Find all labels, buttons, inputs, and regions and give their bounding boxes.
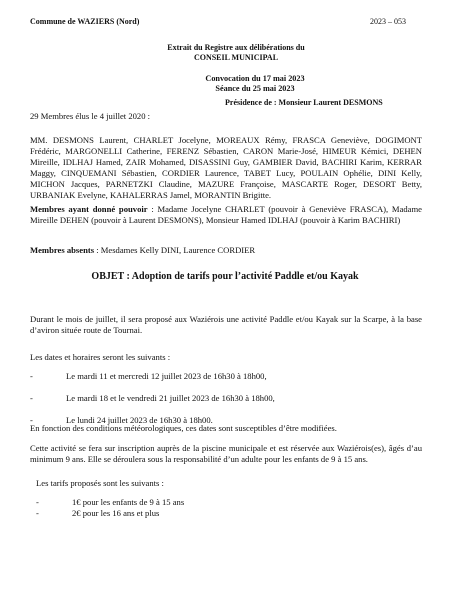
- date-item: - Le mardi 11 et mercredi 12 juillet 2023 de 16h30 à 18h00,: [30, 371, 267, 381]
- bullet-dash: -: [30, 393, 33, 403]
- proxy-label: Membres ayant donné pouvoir: [30, 204, 148, 214]
- convocation-block: [0, 74, 450, 94]
- page-header: [30, 17, 420, 29]
- dates-intro: Les dates et horaires seront les suivants :: [30, 352, 171, 362]
- tarif-item: - 2€ pour les 16 ans et plus: [36, 508, 160, 518]
- members-with-proxy: [30, 204, 422, 226]
- session-date: Séance du 25 mai 2023: [215, 83, 295, 93]
- bullet-dash: -: [36, 497, 39, 507]
- dates-list: [30, 371, 420, 426]
- intro-paragraph: Durant le mois de juillet, il sera proposé aux Waziérois une activité Paddle et/ou Kayak sur la Scarpe, à la base d’aviron située route de Tournai.: [30, 314, 422, 336]
- weather-conditions: En fonction des conditions météorologiques, ces dates sont susceptibles d’être modifiées.: [30, 423, 337, 433]
- document-subject: OBJET : Adoption de tarifs pour l’activité Paddle et/ou Kayak: [91, 271, 359, 282]
- tarifs-intro: Les tarifs proposés sont les suivants :: [36, 478, 164, 488]
- absent-label: Membres absents: [30, 245, 95, 255]
- absent-members: [30, 245, 422, 256]
- tarifs-list: [36, 497, 420, 519]
- absent-text: : Mesdames Kelly DINI, Laurence CORDIER: [94, 245, 256, 255]
- bullet-dash: -: [30, 371, 33, 381]
- extract-line-2: CONSEIL MUNICIPAL: [193, 52, 279, 62]
- proxy-text: : Madame Jocelyne CHARLET (pouvoir à Geneviève FRASCA), Madame Mireille DEHEN (pouvoir à Laurent DESMONS), Monsieur Hamed IDLHAJ (pouvoir à Karim BACHIRI): [30, 204, 422, 225]
- bullet-dash: -: [36, 508, 39, 518]
- presidence: Présidence de : Monsieur Laurent DESMONS: [225, 98, 383, 107]
- activity-paragraph: Cette activité se fera sur inscription auprès de la piscine municipale et est réservée aux Waziérois(es), âgés d’au minimum 9 ans. Elle se déroulera sous la responsabilité d’un adulte pour les enfants de 9 à 15 ans.: [30, 443, 422, 465]
- convocation-date: Convocation du 17 mai 2023: [205, 74, 305, 83]
- deliberation-number: 2023 – 053: [370, 17, 406, 26]
- elected-members-count: 29 Membres élus le 4 juillet 2020 :: [30, 111, 151, 121]
- members-list: MM. DESMONS Laurent, CHARLET Jocelyne, MOREAUX Rémy, FRASCA Geneviève, DOGIMONT Frédéric, MARGONELLI Catherine, FERENZ Sébastien, CARON Marie-José, HIMEUR Kémici, DEHEN Mireille, IDLHAJ Hamed, ZAIR Mohamed, DISASSINI Guy, GAMBIER David, BACHIRI Karim, KERRAR Maggy, CINQUEMANI Sébastien, CORDIER Laurence, TABET Lucy, POULAIN Ophélie, DINI Kelly, MICHON Jacques, PARNETZKI Claudine, MAZURE Françoise, MASCARTE Roger, DESORT Betty, URBANIAK Evelyne, KAHALERRAS Jamel, MORANTIN Brigitte.: [30, 135, 422, 200]
- register-extract: [0, 43, 450, 62]
- tarif-item: - 1€ pour les enfants de 9 à 15 ans: [36, 497, 185, 507]
- bullet-dash: -: [30, 415, 33, 425]
- date-item: - Le lundi 24 juillet 2023 de 16h30 à 18h00.: [30, 415, 213, 425]
- extract-line-1: Extrait du Registre aux délibérations du: [167, 43, 305, 52]
- commune-name: Commune de WAZIERS (Nord): [30, 17, 140, 26]
- date-item: - Le mardi 18 et le vendredi 21 juillet 2023 de 16h30 à 18h00,: [30, 393, 275, 403]
